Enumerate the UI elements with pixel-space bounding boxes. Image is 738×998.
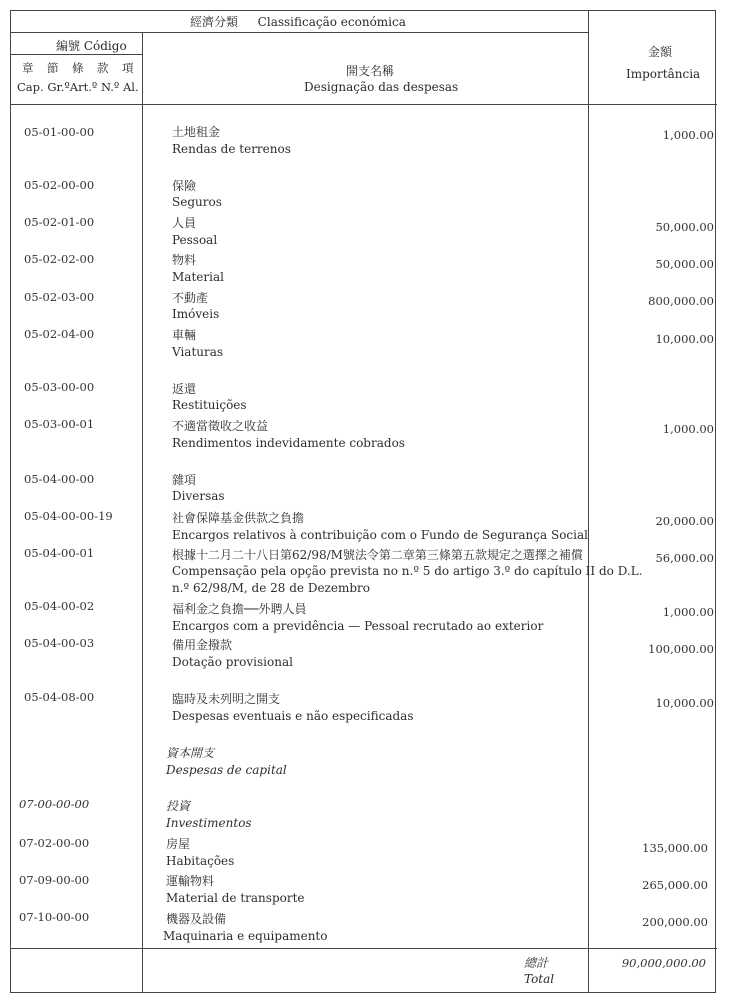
section-heading-pt: Despesas de capital: [166, 763, 287, 777]
row-pt: Compensação pela opção prevista no n.º 5 do artigo 3.º do capítulo II do D.L.: [172, 564, 643, 578]
row-zh: 物料: [172, 253, 197, 267]
row-code: 05-04-00-01: [24, 546, 95, 560]
row-zh: 保險: [172, 179, 197, 193]
row-amount: 1,000.00: [662, 605, 714, 619]
row-code: 05-02-02-00: [24, 252, 95, 266]
code-zh: 編號: [56, 39, 81, 53]
row-code: 07-02-00-00: [19, 836, 90, 850]
row-zh: 人員: [172, 216, 197, 230]
row-amount: 50,000.00: [655, 220, 714, 234]
subcols-zh: 章 節 條 款 項: [22, 61, 135, 75]
row-amount: 100,000.00: [648, 642, 714, 656]
col-divider-code: [142, 32, 143, 992]
total-label-zh: 總計: [524, 956, 549, 970]
row-code: 05-04-00-03: [24, 636, 95, 650]
classification-pt: Classificação económica: [257, 15, 406, 29]
row-zh: 房屋: [166, 837, 191, 851]
row-amount: 1,000.00: [662, 128, 714, 142]
row-code: 05-02-04-00: [24, 327, 95, 341]
row-amount: 1,000.00: [662, 422, 714, 436]
row-zh: 不適當徵收之收益: [172, 419, 269, 433]
row-code: 07-00-00-00: [19, 797, 90, 811]
row-pt: Seguros: [172, 195, 222, 209]
row-zh: 臨時及未列明之開支: [172, 692, 281, 706]
header-rule-code: [11, 54, 142, 55]
row-pt: Diversas: [172, 489, 225, 503]
total-rule: [11, 948, 717, 949]
total-amount: 90,000,000.00: [621, 956, 706, 970]
row-code: 05-04-00-00-19: [24, 509, 113, 523]
row-zh: 不動產: [172, 291, 209, 305]
code-pt: Código: [83, 39, 127, 53]
row-code: 05-04-08-00: [24, 690, 95, 704]
row-zh: 備用金撥款: [172, 638, 233, 652]
row-amount: 10,000.00: [655, 696, 714, 710]
row-pt: Imóveis: [172, 307, 220, 321]
row-pt: Restituições: [172, 398, 247, 412]
row-pt: Dotação provisional: [172, 655, 293, 669]
section-heading-zh: 資本開支: [166, 746, 215, 760]
row-code: 05-01-00-00: [24, 125, 95, 139]
row-zh: 投資: [166, 799, 191, 813]
header-rule-bottom: [11, 104, 717, 105]
row-pt: Rendimentos indevidamente cobrados: [172, 436, 405, 450]
row-code: 07-10-00-00: [19, 910, 90, 924]
row-zh: 運輸物料: [166, 874, 215, 888]
row-zh: 返還: [172, 382, 197, 396]
row-pt: Investimentos: [166, 816, 252, 830]
row-zh: 土地租金: [172, 125, 221, 139]
row-code: 05-03-00-01: [24, 417, 95, 431]
amount-zh: 金額: [648, 45, 673, 59]
row-pt: Material: [172, 270, 224, 284]
row-amount: 200,000.00: [642, 915, 708, 929]
row-pt: Encargos relativos à contribuição com o Fundo de Segurança Social: [172, 528, 588, 542]
expense-table: [10, 10, 716, 993]
row-code: 05-04-00-00: [24, 472, 95, 486]
row-amount: 20,000.00: [655, 514, 714, 528]
row-pt: Encargos com a previdência — Pessoal recrutado ao exterior: [172, 619, 544, 633]
row-code: 07-09-00-00: [19, 873, 90, 887]
row-amount: 10,000.00: [655, 332, 714, 346]
row-code: 05-02-01-00: [24, 215, 95, 229]
code-heading: [56, 37, 127, 54]
header-rule-classification: [11, 32, 588, 33]
row-pt: Pessoal: [172, 233, 218, 247]
row-amount: 135,000.00: [642, 841, 708, 855]
row-code: 05-03-00-00: [24, 380, 95, 394]
subcols-pt: Cap. Gr.ºArt.º N.º Al.: [17, 80, 139, 94]
total-label-pt: Total: [524, 972, 555, 986]
row-amount: 50,000.00: [655, 257, 714, 271]
col-divider-amount: [588, 11, 589, 992]
row-pt: Maquinaria e equipamento: [163, 929, 328, 943]
row-zh: 根據十二月二十八日第62/98/M號法令第二章第三條第五款規定之選擇之補償: [172, 548, 583, 562]
classification-zh: 經濟分類: [190, 15, 239, 29]
row-amount: 56,000.00: [655, 551, 714, 565]
row-pt: Despesas eventuais e não especificadas: [172, 709, 414, 723]
row-code: 05-02-00-00: [24, 178, 95, 192]
row-pt: Rendas de terrenos: [172, 142, 291, 156]
row-zh: 車輛: [172, 328, 197, 342]
row-amount: 800,000.00: [648, 294, 714, 308]
row-pt: Habitações: [166, 854, 235, 868]
row-code: 05-02-03-00: [24, 290, 95, 304]
row-pt-continued: n.º 62/98/M, de 28 de Dezembro: [172, 581, 370, 595]
row-zh: 社會保障基金供款之負擔: [172, 511, 305, 525]
row-pt: Viaturas: [172, 345, 224, 359]
row-zh: 機器及設備: [166, 912, 227, 926]
amount-pt: Importância: [626, 67, 701, 81]
designation-zh: 開支名稱: [346, 64, 395, 78]
row-zh: 福利金之負擔──外聘人員: [172, 602, 307, 616]
row-code: 05-04-00-02: [24, 599, 95, 613]
designation-pt: Designação das despesas: [304, 80, 459, 94]
row-zh: 雜項: [172, 473, 197, 487]
classification-heading: [190, 13, 406, 30]
row-pt: Material de transporte: [166, 891, 305, 905]
row-amount: 265,000.00: [642, 878, 708, 892]
